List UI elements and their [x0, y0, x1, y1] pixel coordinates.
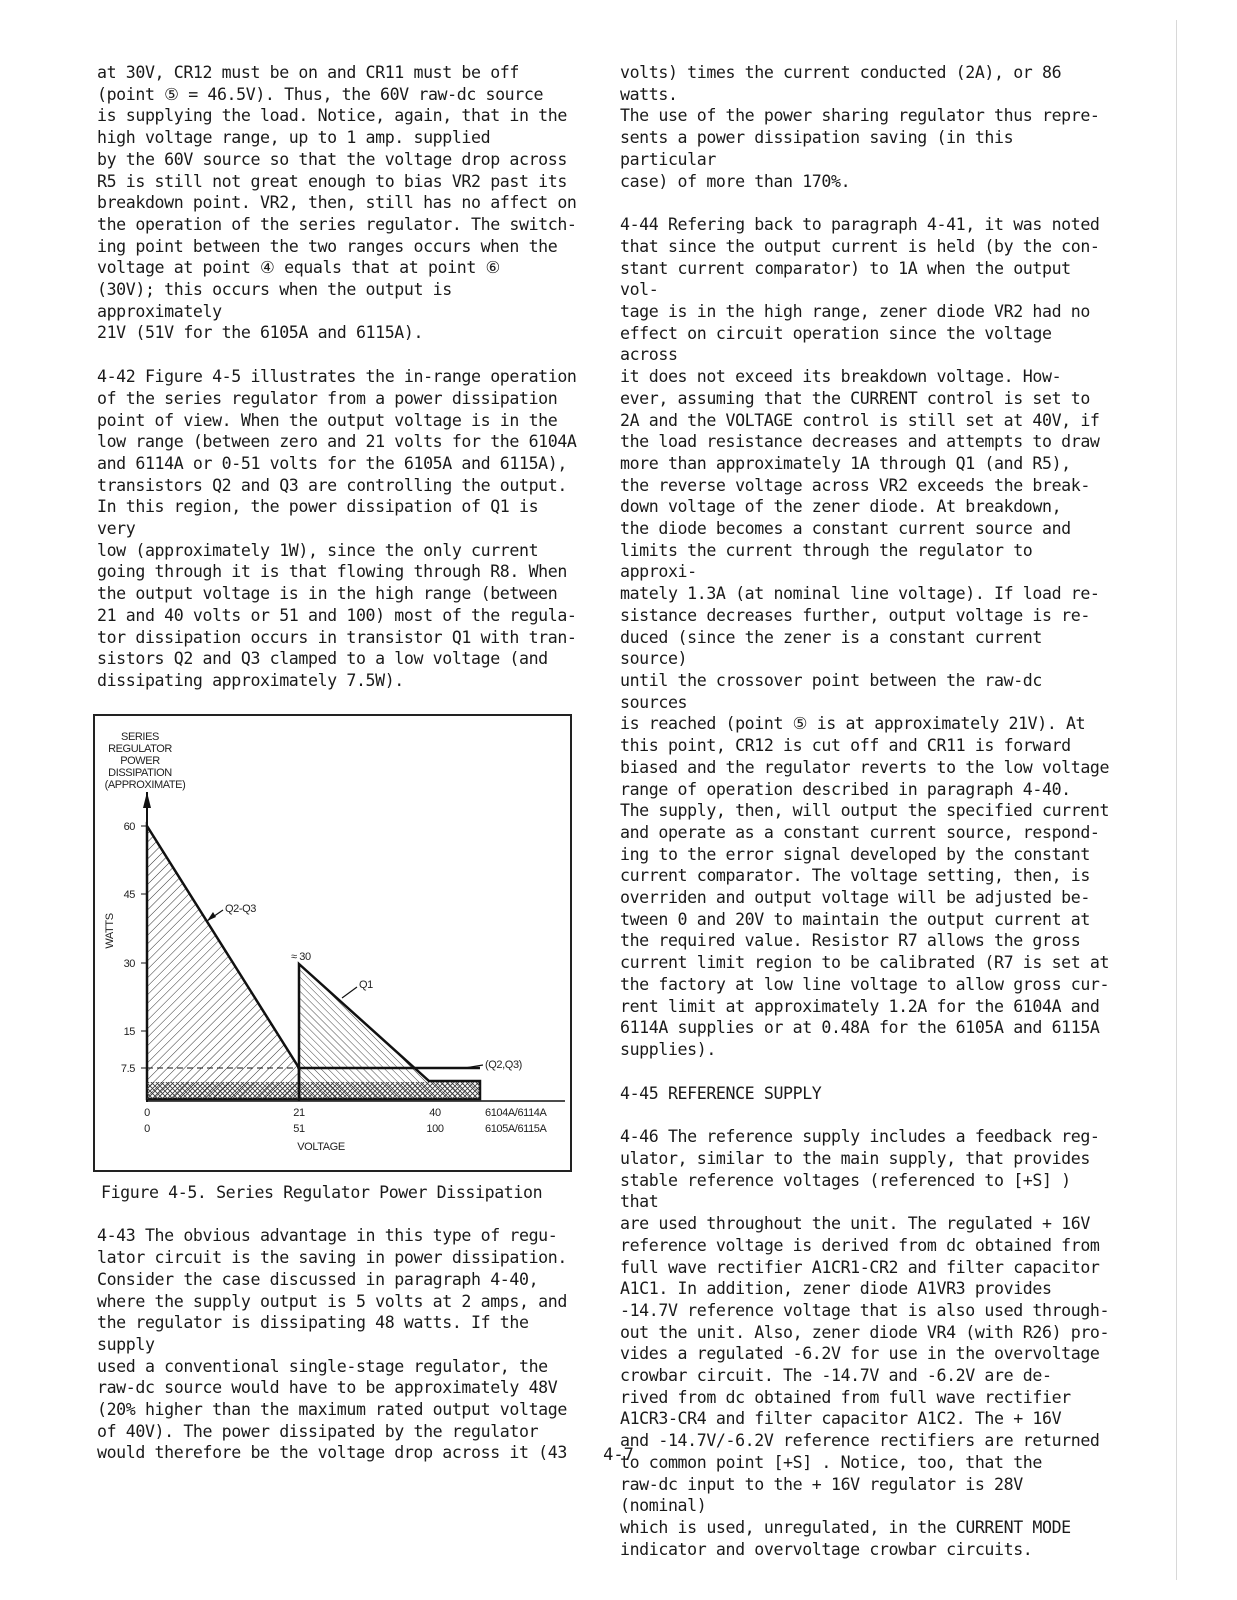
label-approx-30: ≈ 30: [291, 950, 311, 963]
y-ticks: [121, 821, 147, 1075]
left-column: [97, 62, 582, 1486]
paragraph-4-42: 4-42 Figure 4-5 illustrates the in-range operation of the series regulator from a power dissipation point of view. When the output voltage is in the low range (between zero and 21 volts for the 6104A and 6114A or 0-51 volts for the 6105A and 6115A), transistors Q2 and Q3 are controlling the output. In this region, the power dissipation of Q1 is very low (approximately 1W), since the only current going through it is that flowing through R8. When the output voltage is in the high range (between 21 and 40 volts or 51 and 100) most of the regula- tor dissipation occurs in transistor Q1 with tran- sistors Q2 and Q3 clamped to a low voltage (and dissipating approximately 7.5W).: [97, 367, 577, 690]
x-model-row1: 6104A/6114A: [485, 1106, 547, 1119]
x-tick-21: 21: [293, 1106, 305, 1119]
x-tick-40: 40: [429, 1106, 441, 1119]
label-q2-q3-paren: (Q2,Q3): [485, 1058, 522, 1071]
q1-region: [299, 964, 480, 1099]
x-model-row2: 6105A/6115A: [485, 1122, 547, 1135]
x-tick-0-row2: 0: [144, 1122, 150, 1135]
x-tick-51: 51: [293, 1122, 305, 1135]
label-q2-q3: Q2-Q3: [225, 902, 257, 915]
y-tick-45: 45: [123, 888, 135, 901]
y-title-line-4: DISSIPATION: [108, 766, 172, 779]
y-axis-label: WATTS: [104, 913, 116, 949]
y-axis-arrow: [143, 792, 151, 808]
y-title-line-1: SERIES: [121, 730, 159, 743]
y-tick-15: 15: [123, 1025, 135, 1038]
x-axis-label: VOLTAGE: [297, 1140, 345, 1153]
page-edge-line: [1176, 20, 1177, 1580]
x-tick-100: 100: [426, 1122, 444, 1135]
label-q1: Q1: [359, 978, 373, 991]
paragraph-4-43: 4-43 The obvious advantage in this type of regu- lator circuit is the saving in power dissipation. Consider the case discussed in paragraph 4-40, where the supply output is 5 volts at 2 amps, and the regulator is dissipating 48 watts. If the supply used a conventional single-stage regulator, the raw-dc source would have to be approximately 48V (20% higher than the maximum rated output voltage of 40V). The power dissipated by the regulator would therefore be the voltage drop across it (43: [97, 1226, 567, 1463]
x-tick-0-row1: 0: [144, 1106, 150, 1119]
paragraph-4-46: 4-46 The reference supply includes a feedback reg- ulator, similar to the main supply, that provides stable reference voltages (referenced to [+S] ) that are used throughout the unit. The regulated + 16V reference voltage is derived from dc obtained from full wave rectifier A1CR1-CR2 and filter capacitor A1C1. In addition, zener diode A1VR3 provides -14.7V reference voltage that is also used through- out the unit. Also, zener diode VR4 (with R26) pro- vides a regulated -6.2V for use in the overvoltage crowbar circuit. The -14.7V and -6.2V are de- rived from dc obtained from full wave rectifier A1CR3-CR4 and filter capacitor A1C2. The + 16V and -14.7V/-6.2V reference rectifiers are returned to common point [+S] . Notice, too, that the raw-dc input to the + 16V regulator is 28V (nominal) which is used, unregulated, in the CURRENT MODE indicator and overvoltage crowbar circuits.: [620, 1127, 1110, 1559]
y-title-line-3: POWER: [120, 754, 160, 767]
q2-q3-region: [147, 826, 299, 1099]
paragraph-4-41-cont: at 30V, CR12 must be on and CR11 must be off (point ⑤ = 46.5V). Thus, the 60V raw-dc source is supplying the load. Notice, again, that in the high voltage range, up to 1 amp. supplied by the 60V source so that the voltage drop across R5 is still not great enough to bias VR2 past its breakdown point. VR2, then, still has no affect on the operation of the series regulator. The switch- ing point between the two ranges occurs when the voltage at point ④ equals that at point ⑥ (30V); this occurs when the output is approximately 21V (51V for the 6105A and 6115A).: [97, 63, 577, 343]
section-heading-reference-supply: 4-45 REFERENCE SUPPLY: [620, 1083, 822, 1103]
q2-q3-clamped-band: [147, 1082, 480, 1099]
y-tick-60: 60: [123, 820, 135, 833]
right-column: [620, 62, 1110, 1582]
y-tick-7-5: 7.5: [120, 1062, 135, 1075]
figure-4-5: [93, 714, 572, 1172]
power-dissipation-chart: [95, 716, 570, 1170]
y-title-line-5: (APPROXIMATE): [104, 778, 186, 791]
paragraph-4-44: 4-44 Refering back to paragraph 4-41, it was noted that since the output current is held (by the con- stant current comparator) to 1A when the output vol- tage is in the high range, zener diode VR2 had no effect on circuit operation since the voltage across it does not exceed its breakdown voltage. How- ever, assuming that the CURRENT control is set to 2A and the VOLTAGE control is still set at 40V, if the load resistance decreases and attempts to draw more than approximately 1A through Q1 (and R5), the reverse voltage across VR2 exceeds the break- down voltage of the zener diode. At breakdown, the diode becomes a constant current source and limits the current through the regulator to approxi- mately 1.3A (at nominal line voltage). If load re- sistance decreases further, output voltage is re- duced (since the zener is a constant current source) until the crossover point between the raw-dc sources is reached (point ⑤ is at approximately 21V). At this point, CR12 is cut off and CR11 is forward biased and the regulator reverts to the low voltage range of operation described in paragraph 4-40. The supply, then, will output the specified current and operate as a constant current source, respond- ing to the error signal developed by the constant current comparator. The voltage setting, then, is overriden and output voltage will be adjusted be- tween 0 and 20V to maintain the output current at the required value. Resistor R7 allows the gross current limit region to be calibrated (R7 is set at the factory at low line voltage to allow gross cur- rent limit at approximately 1.2A for the 6104A and 6114A supplies or at 0.48A for the 6105A and 6115A supplies).: [620, 215, 1110, 1059]
figure-caption: Figure 4-5. Series Regulator Power Dissipation: [101, 1182, 543, 1202]
page-number: 4-7: [603, 1445, 634, 1465]
paragraph-4-43-cont: volts) times the current conducted (2A), or 86 watts. The use of the power sharing regulator thus repre- sents a power dissipation saving (in this particular case) of more than 170%.: [620, 63, 1100, 191]
q1-pointer: [342, 987, 357, 998]
y-tick-30: 30: [123, 957, 135, 970]
y-title-line-2: REGULATOR: [108, 742, 172, 755]
